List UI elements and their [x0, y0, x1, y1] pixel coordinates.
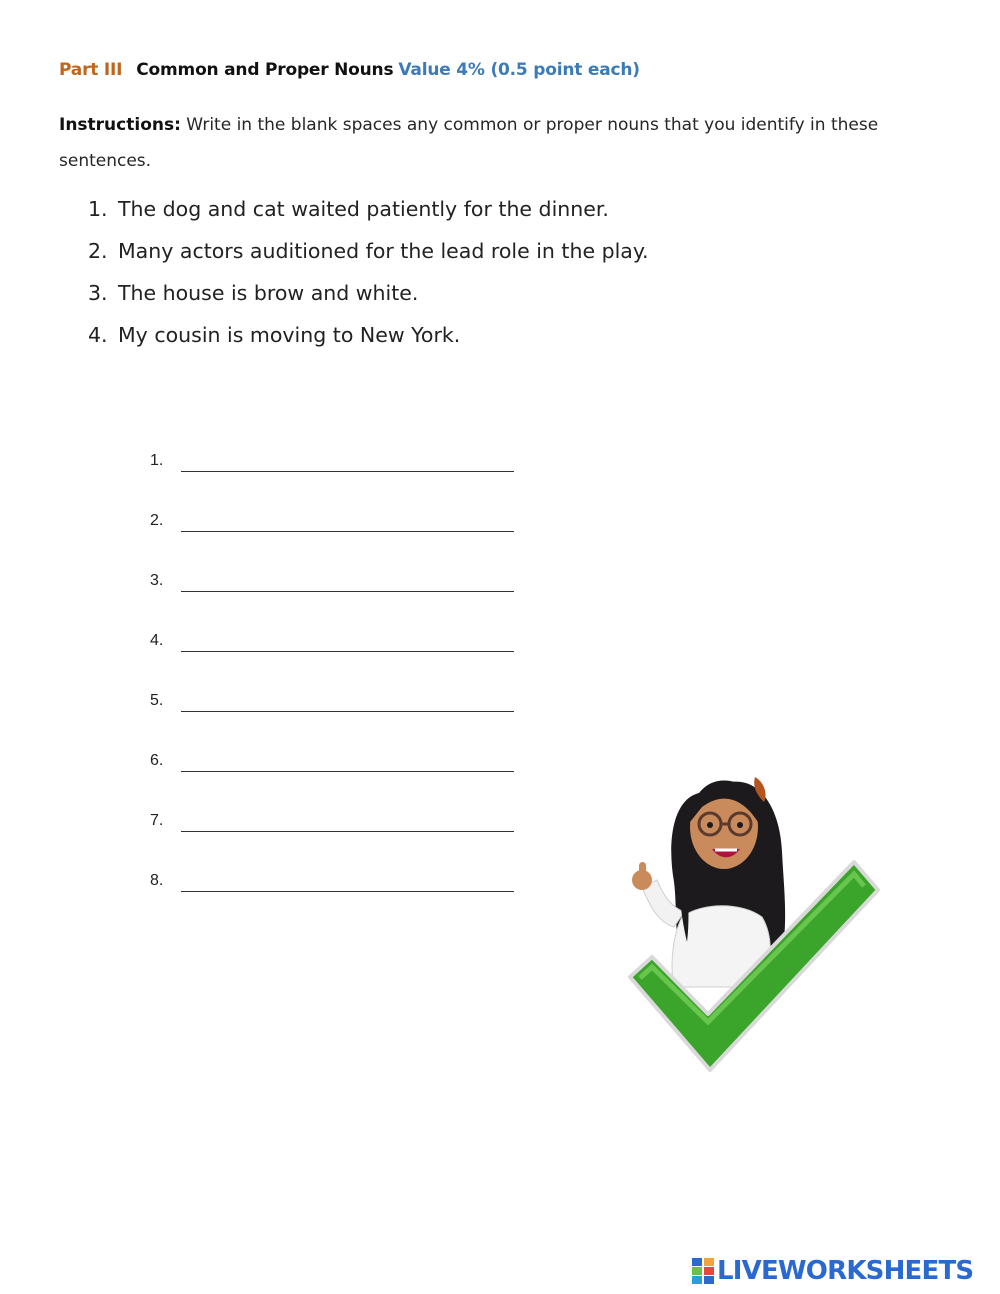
teacher-checkmark-illustration [612, 752, 892, 1082]
answer-blank[interactable] [181, 471, 514, 472]
instructions-text: Write in the blank spaces any common or proper nouns that you identify in these sentences. [59, 115, 879, 171]
answer-number: 2. [150, 512, 164, 529]
sentence-text: The dog and cat waited patiently for the dinner. [118, 197, 609, 221]
answer-number: 7. [150, 812, 164, 829]
section-heading [59, 60, 640, 80]
answer-blank[interactable] [181, 591, 514, 592]
answer-number: 6. [150, 752, 164, 769]
instructions-label: Instructions: [59, 115, 181, 135]
answer-blank[interactable] [181, 711, 514, 712]
sentence-text: The house is brow and white. [118, 281, 419, 305]
answer-number: 1. [150, 452, 164, 469]
answer-blank[interactable] [181, 651, 514, 652]
sentence-item: 2. Many actors auditioned for the lead role in the play. [88, 239, 649, 263]
answer-blank[interactable] [181, 531, 514, 532]
answer-number: 8. [150, 872, 164, 889]
instructions [59, 107, 959, 179]
sentence-text: Many actors auditioned for the lead role in the play. [118, 239, 649, 263]
answer-number: 3. [150, 572, 164, 589]
sentence-item: 3. The house is brow and white. [88, 281, 419, 305]
point-value: Value 4% (0.5 point each) [398, 60, 640, 80]
answer-blank[interactable] [181, 831, 514, 832]
answer-number: 4. [150, 632, 164, 649]
section-title: Common and Proper Nouns [136, 60, 394, 80]
sentence-item: 1. The dog and cat waited patiently for the dinner. [88, 197, 609, 221]
liveworksheets-logo [692, 1254, 973, 1288]
answer-number: 5. [150, 692, 164, 709]
sentence-item: 4. My cousin is moving to New York. [88, 323, 461, 347]
answer-blank[interactable] [181, 891, 514, 892]
sentence-text: My cousin is moving to New York. [118, 323, 461, 347]
answer-blank[interactable] [181, 771, 514, 772]
sentence-list [88, 191, 649, 359]
logo-wordmark: LIVEWORKSHEETS [717, 1256, 974, 1286]
part-label: Part III [59, 60, 123, 80]
liveworksheets-logo-icon [692, 1258, 714, 1284]
